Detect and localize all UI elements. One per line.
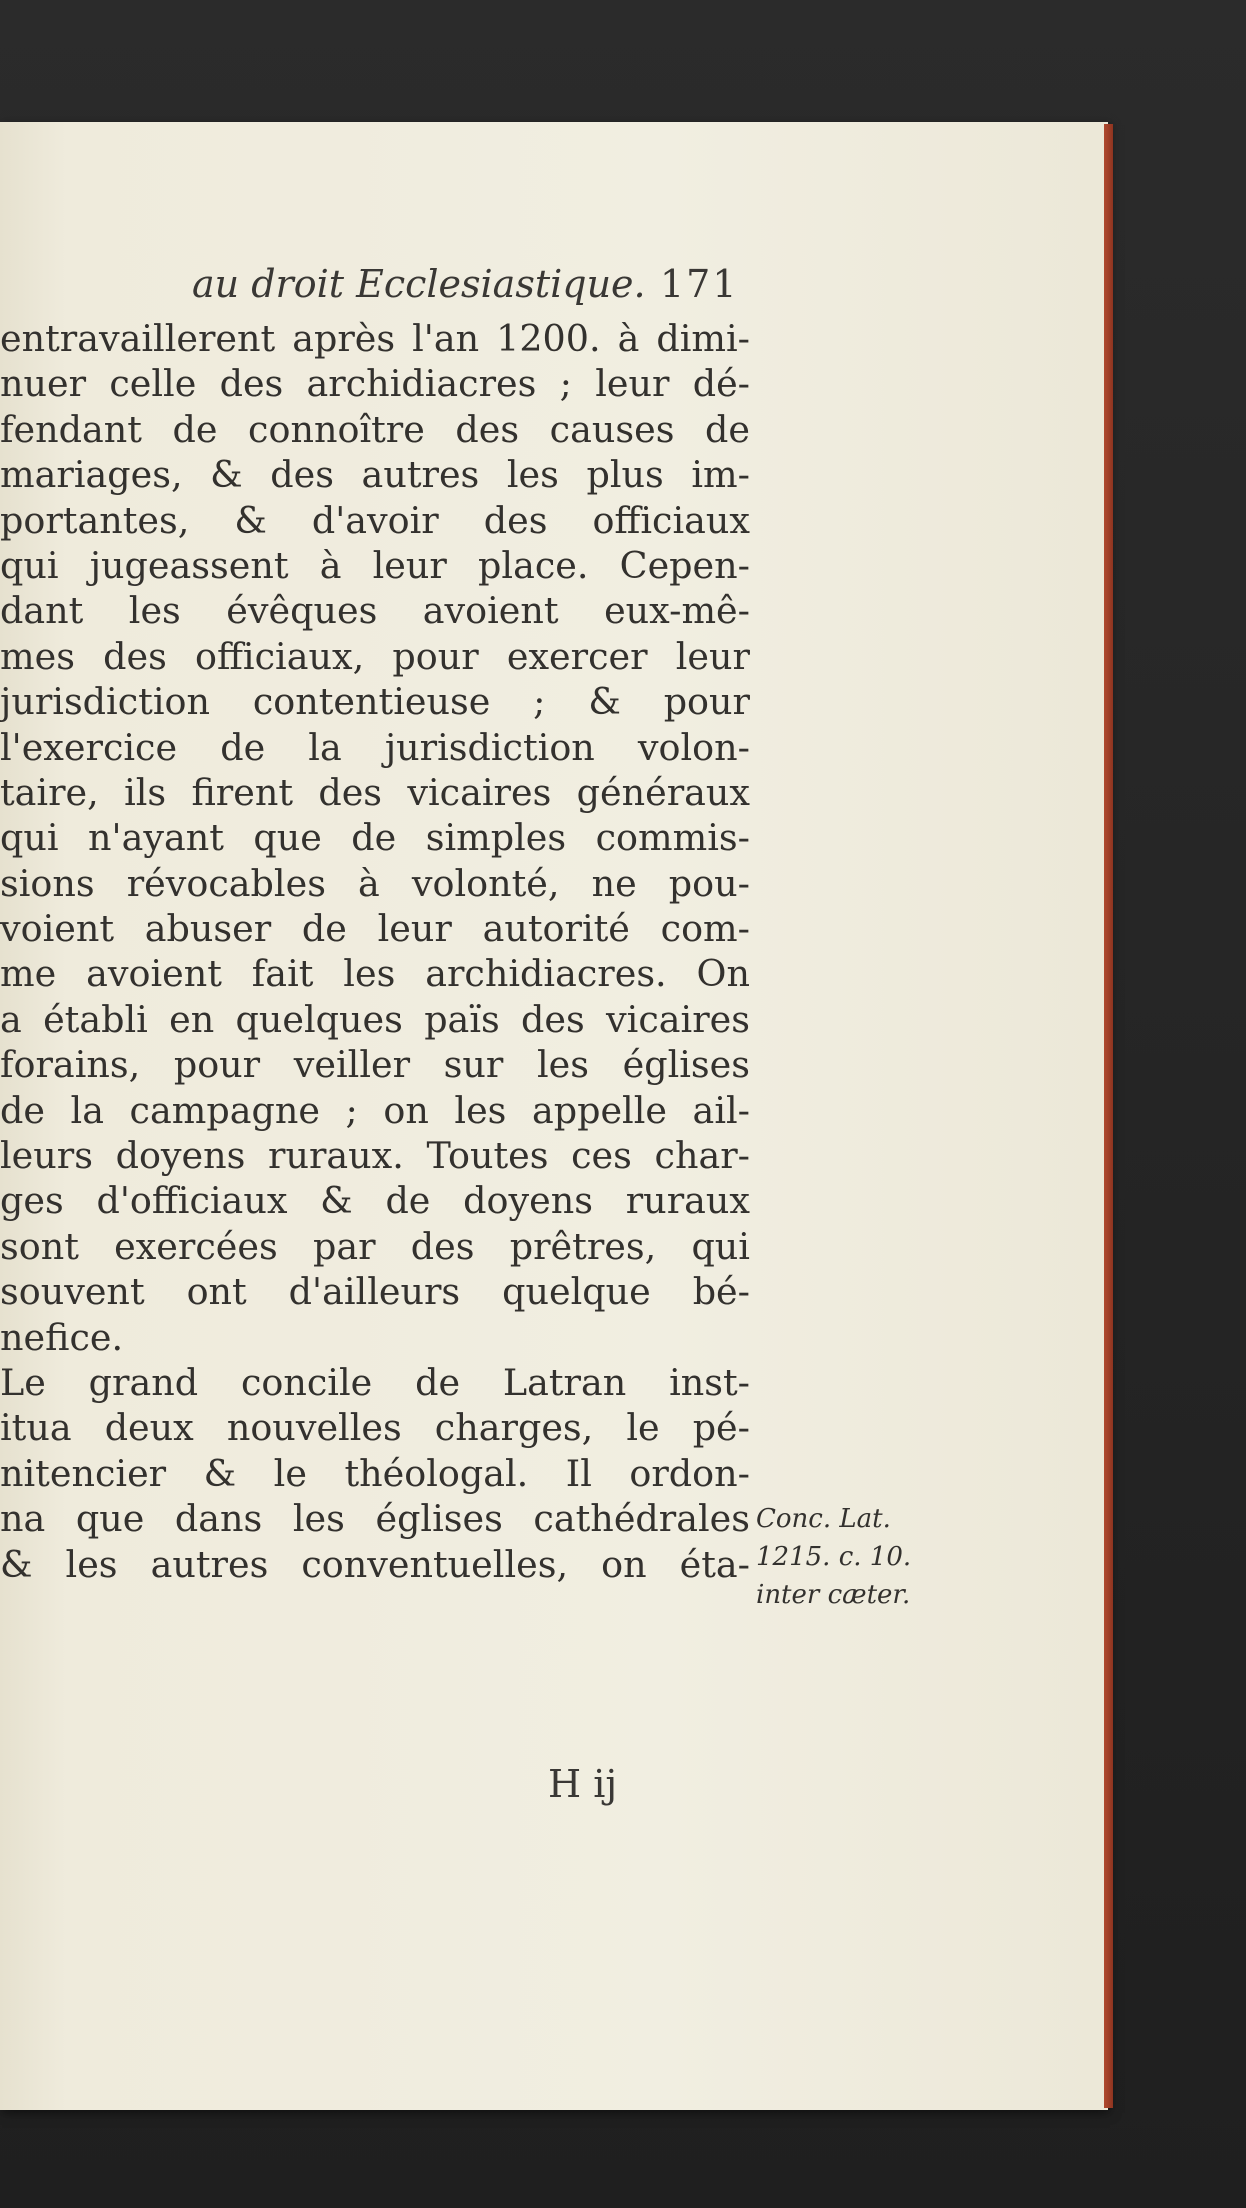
running-title: au droit Ecclesiastique.	[192, 262, 646, 306]
text-line: sions révocables à volonté, ne pou-	[0, 861, 750, 905]
text-line: a établi en quelques païs des vicaires	[0, 997, 750, 1041]
page-edge	[1104, 124, 1113, 2108]
text-line: jurisdiction contentieuse ; & pour	[0, 680, 750, 724]
marginal-note-line: Conc. Lat.	[756, 1504, 891, 1534]
text-line: & les autres conventuelles, on éta-	[0, 1542, 750, 1586]
text-line: me avoient fait les archidiacres. On	[0, 952, 750, 996]
signature-mark: H ij	[548, 1762, 618, 1806]
text-line: na que dans les églises cathédrales	[0, 1497, 750, 1541]
text-line: voient abuser de leur autorité com-	[0, 907, 750, 951]
text-line: entravaillerent après l'an 1200. à dimi-	[0, 317, 750, 360]
body-text	[0, 316, 750, 1587]
text-line: mes des officiaux, pour exercer leur	[0, 634, 750, 678]
text-line: qui n'ayant que de simples commis-	[0, 816, 750, 860]
marginal-note	[756, 1500, 956, 1614]
text-line: l'exercice de la jurisdiction volon-	[0, 725, 750, 769]
text-line: portantes, & d'avoir des officiaux	[0, 498, 750, 542]
text-line: sont exercées par des prêtres, qui	[0, 1224, 750, 1268]
text-line: nitencier & le théologal. Il ordon-	[0, 1451, 750, 1495]
marginal-note-line: inter cæter.	[756, 1580, 911, 1610]
marginal-note-line: 1215. c. 10.	[756, 1542, 912, 1572]
page-header	[0, 262, 1108, 322]
text-line: dant les évêques avoient eux-mê-	[0, 589, 750, 633]
text-line: Le grand concile de Latran inst-	[0, 1360, 750, 1404]
text-line: souvent ont d'ailleurs quelque bé-	[0, 1270, 750, 1314]
text-line: nefice.	[0, 1315, 124, 1359]
text-line: nuer celle des archidiacres ; leur dé-	[0, 362, 750, 406]
text-line: ges d'officiaux & de doyens ruraux	[0, 1179, 750, 1223]
text-line: mariages, & des autres les plus im-	[0, 453, 750, 497]
page-number: 171	[660, 262, 739, 306]
text-line: qui jugeassent à leur place. Cepen-	[0, 543, 750, 587]
text-line: fendant de connoître des causes de	[0, 407, 750, 451]
text-line: taire, ils firent des vicaires généraux	[0, 770, 750, 814]
text-line: itua deux nouvelles charges, le pé-	[0, 1406, 750, 1450]
text-line: de la campagne ; on les appelle ail-	[0, 1088, 750, 1132]
text-line: forains, pour veiller sur les églises	[0, 1043, 750, 1087]
text-line: leurs doyens ruraux. Toutes ces char-	[0, 1134, 750, 1178]
